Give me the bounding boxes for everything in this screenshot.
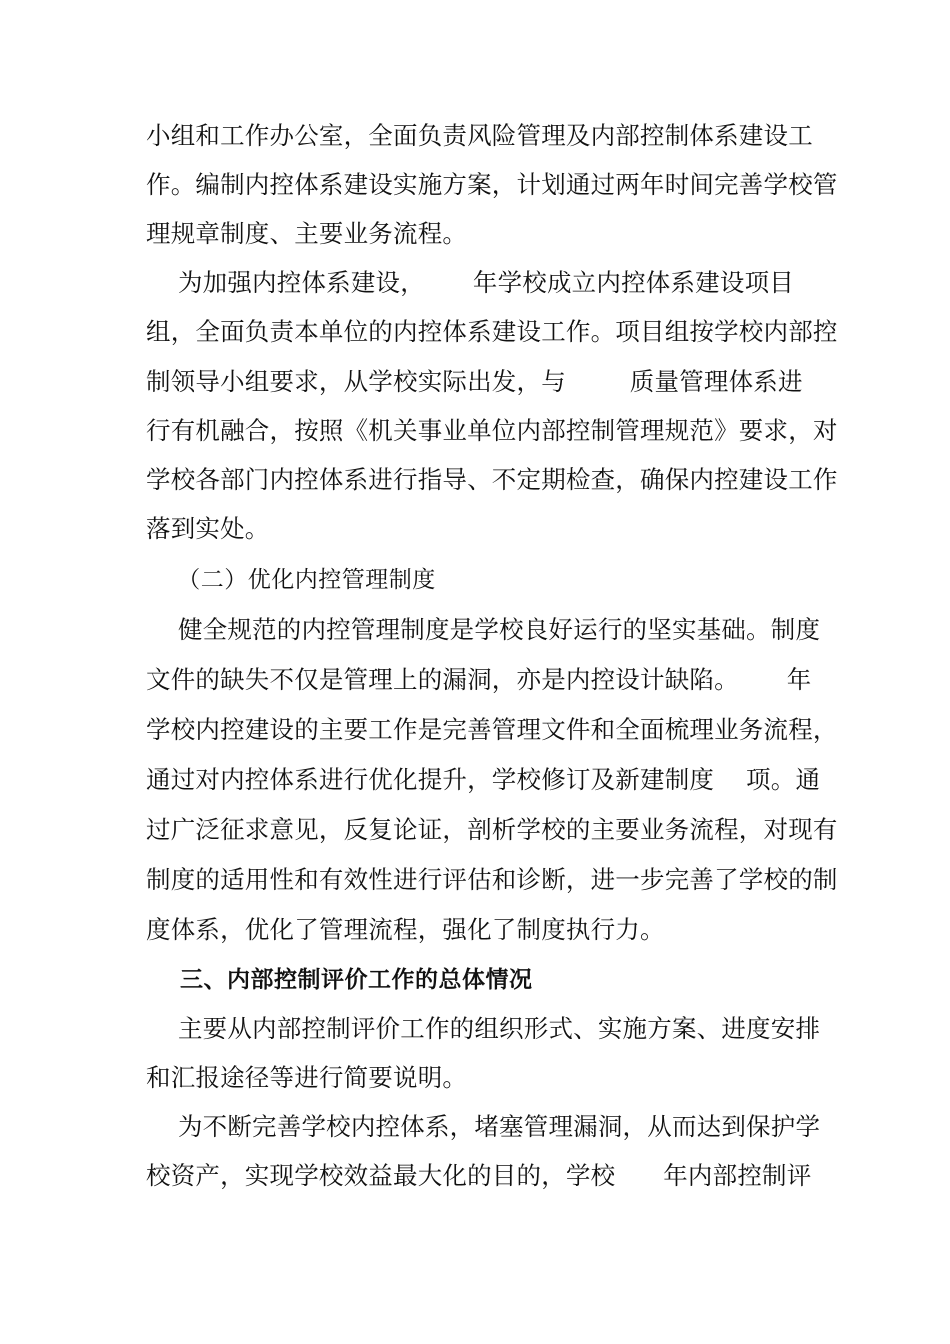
paragraph-line: 过广泛征求意见，反复论证，剖析学校的主要业务流程，对现有: [146, 815, 838, 844]
section-heading: 三、内部控制评价工作的总体情况: [146, 967, 533, 993]
paragraph-line: 度体系，优化了管理流程，强化了制度执行力。: [146, 915, 665, 944]
paragraph-line: 组，全面负责本单位的内控体系建设工作。项目组按学校内部控: [146, 317, 838, 346]
section-subheading: （二）优化内控管理制度: [146, 567, 436, 593]
paragraph-line: 学校各部门内控体系进行指导、不定期检查，确保内控建设工作: [146, 465, 838, 494]
paragraph-line: 通过对内控体系进行优化提升，学校修订及新建制度 项。通: [146, 765, 821, 794]
paragraph-line: 理规章制度、主要业务流程。: [146, 219, 468, 248]
paragraph-line: 文件的缺失不仅是管理上的漏洞，亦是内控设计缺陷。 年: [146, 665, 812, 694]
paragraph-line: 小组和工作办公室，全面负责风险管理及内部控制体系建设工: [146, 121, 813, 150]
paragraph-line: 制度的适用性和有效性进行评估和诊断，进一步完善了学校的制: [146, 865, 838, 894]
paragraph-line: 作。编制内控体系建设实施方案，计划通过两年时间完善学校管: [146, 170, 838, 199]
paragraph-line: 落到实处。: [146, 514, 270, 543]
paragraph-line: 为不断完善学校内控体系，堵塞管理漏洞，从而达到保护学: [146, 1112, 821, 1141]
paragraph-line: 为加强内控体系建设， 年学校成立内控体系建设项目: [146, 268, 794, 297]
paragraph-line: 学校内控建设的主要工作是完善管理文件和全面梳理业务流程，: [146, 715, 838, 744]
paragraph-line: 行有机融合，按照《机关事业单位内部控制管理规范》要求，对: [146, 416, 838, 445]
paragraph-line: 和汇报途径等进行简要说明。: [146, 1063, 468, 1092]
paragraph-line: 校资产，实现学校效益最大化的目的，学校 年内部控制评: [146, 1161, 812, 1190]
paragraph-line: 健全规范的内控管理制度是学校良好运行的坚实基础。制度: [146, 615, 821, 644]
paragraph-line: 制领导小组要求，从学校实际出发，与 质量管理体系进: [146, 367, 803, 396]
paragraph-line: 主要从内部控制评价工作的组织形式、实施方案、进度安排: [146, 1014, 821, 1043]
